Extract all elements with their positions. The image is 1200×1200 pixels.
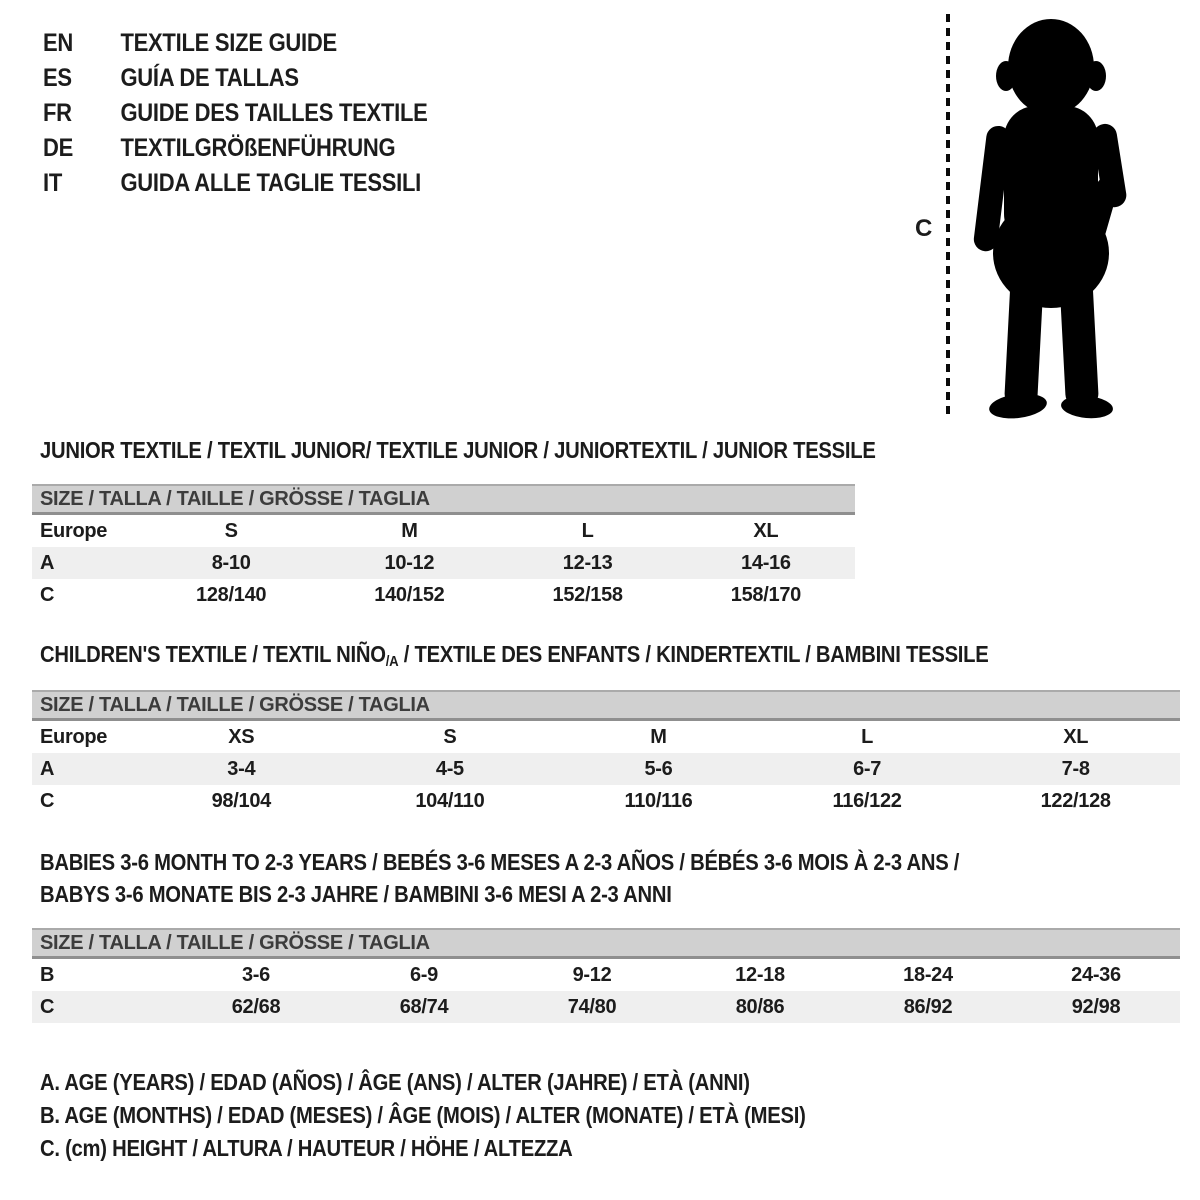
height-cell: 152/158 — [552, 583, 623, 606]
language-row-fr — [43, 96, 428, 131]
months-cell: 24-36 — [1071, 963, 1121, 986]
age-cell: 4-5 — [435, 757, 464, 780]
size-cell: M — [650, 725, 667, 748]
months-cell: 18-24 — [903, 963, 953, 986]
size-cell: S — [443, 725, 457, 748]
language-row-it — [43, 166, 428, 201]
table-row-europe — [32, 515, 855, 547]
table-row-height — [32, 991, 1180, 1023]
size-cell: L — [581, 519, 594, 542]
table-row-height — [32, 579, 855, 611]
babies-section-title-line1: BABIES 3-6 MONTH TO 2-3 YEARS / BEBÉS 3-6 MESES A 2-3 AÑOS / BÉBÉS 3-6 MOIS À 2-3 ANS / — [40, 849, 960, 875]
children-title-text: / TEXTILE DES ENFANTS / KINDERTEXTIL / BAMBINI TESSILE — [398, 641, 989, 667]
language-title: TEXTILGRÖßENFÜHRUNG — [120, 134, 396, 162]
size-cell: M — [401, 519, 418, 542]
language-row-es — [43, 61, 428, 96]
row-label: A — [40, 757, 55, 780]
language-title: GUIDA ALLE TAGLIE TESSILI — [120, 169, 422, 197]
footnote-b: B. AGE (MONTHS) / EDAD (MESES) / ÂGE (MOIS) / ALTER (MONATE) / ETÀ (MESI) — [40, 1102, 806, 1128]
height-cell: 68/74 — [399, 995, 449, 1018]
table-row-age — [32, 547, 855, 579]
babies-table-header: SIZE / TALLA / TAILLE / GRÖSSE / TAGLIA — [32, 928, 1180, 959]
language-code: IT — [43, 169, 63, 197]
months-cell: 9-12 — [572, 963, 612, 986]
months-cell: 12-18 — [735, 963, 785, 986]
language-title: TEXTILE SIZE GUIDE — [120, 29, 337, 57]
table-row-height — [32, 785, 1180, 817]
height-dashed-line — [946, 14, 950, 418]
table-row-europe — [32, 721, 1180, 753]
babies-section-title-line2: BABYS 3-6 MONATE BIS 2-3 JAHRE / BAMBINI 3-6 MESI A 2-3 ANNI — [40, 881, 672, 907]
age-cell: 3-4 — [227, 757, 256, 780]
height-measure-label: C — [915, 215, 933, 242]
language-code: EN — [43, 29, 74, 57]
height-cell: 74/80 — [567, 995, 617, 1018]
height-cell: 62/68 — [231, 995, 281, 1018]
children-size-table — [32, 690, 1180, 817]
language-row-en — [43, 26, 428, 61]
language-code: DE — [43, 134, 74, 162]
language-title-list — [43, 26, 428, 201]
baby-silhouette-icon — [958, 10, 1146, 422]
language-code: FR — [43, 99, 72, 127]
size-cell: S — [224, 519, 238, 542]
height-cell: 128/140 — [196, 583, 267, 606]
months-cell: 6-9 — [409, 963, 438, 986]
row-label: C — [40, 789, 55, 812]
junior-section-title: JUNIOR TEXTILE / TEXTIL JUNIOR/ TEXTILE JUNIOR / JUNIORTEXTIL / JUNIOR TESSILE — [40, 437, 876, 463]
age-cell: 5-6 — [644, 757, 673, 780]
row-label: C — [40, 995, 55, 1018]
height-cell: 92/98 — [1071, 995, 1121, 1018]
row-label: Europe — [40, 725, 108, 748]
size-cell: L — [861, 725, 874, 748]
junior-size-table — [32, 484, 855, 611]
size-cell: XL — [1063, 725, 1089, 748]
children-title-subscript: /A — [385, 653, 399, 670]
children-table-header: SIZE / TALLA / TAILLE / GRÖSSE / TAGLIA — [32, 690, 1180, 721]
language-code: ES — [43, 64, 72, 92]
height-cell: 122/128 — [1040, 789, 1111, 812]
row-label: Europe — [40, 519, 108, 542]
row-label: A — [40, 551, 55, 574]
row-label: C — [40, 583, 55, 606]
height-cell: 140/152 — [374, 583, 445, 606]
junior-table-header: SIZE / TALLA / TAILLE / GRÖSSE / TAGLIA — [32, 484, 855, 515]
children-title-text: CHILDREN'S TEXTILE / TEXTIL NIÑO — [40, 641, 386, 667]
language-row-de — [43, 131, 428, 166]
height-cell: 104/110 — [415, 789, 485, 812]
height-cell: 158/170 — [730, 583, 801, 606]
age-cell: 14-16 — [741, 551, 791, 574]
age-cell: 8-10 — [211, 551, 251, 574]
size-cell: XL — [753, 519, 779, 542]
height-cell: 110/116 — [624, 789, 693, 812]
age-cell: 7-8 — [1061, 757, 1090, 780]
height-cell: 98/104 — [211, 789, 271, 812]
height-cell: 116/122 — [832, 789, 902, 812]
footnote-a: A. AGE (YEARS) / EDAD (AÑOS) / ÂGE (ANS) / ALTER (JAHRE) / ETÀ (ANNI) — [40, 1069, 750, 1095]
age-cell: 10-12 — [384, 551, 435, 574]
age-cell: 12-13 — [562, 551, 613, 574]
children-section-title — [40, 638, 989, 678]
row-label: B — [40, 963, 55, 986]
footnote-c: C. (cm) HEIGHT / ALTURA / HAUTEUR / HÖHE / ALTEZZA — [40, 1135, 573, 1161]
babies-size-table — [32, 928, 1180, 1023]
age-cell: 6-7 — [853, 757, 882, 780]
table-row-age — [32, 753, 1180, 785]
size-cell: XS — [228, 725, 255, 748]
language-title: GUÍA DE TALLAS — [120, 64, 299, 92]
months-cell: 3-6 — [241, 963, 270, 986]
language-title: GUIDE DES TAILLES TEXTILE — [120, 99, 428, 127]
height-cell: 86/92 — [903, 995, 953, 1018]
height-cell: 80/86 — [735, 995, 785, 1018]
table-row-months — [32, 959, 1180, 991]
footnote-legend — [40, 1066, 806, 1165]
